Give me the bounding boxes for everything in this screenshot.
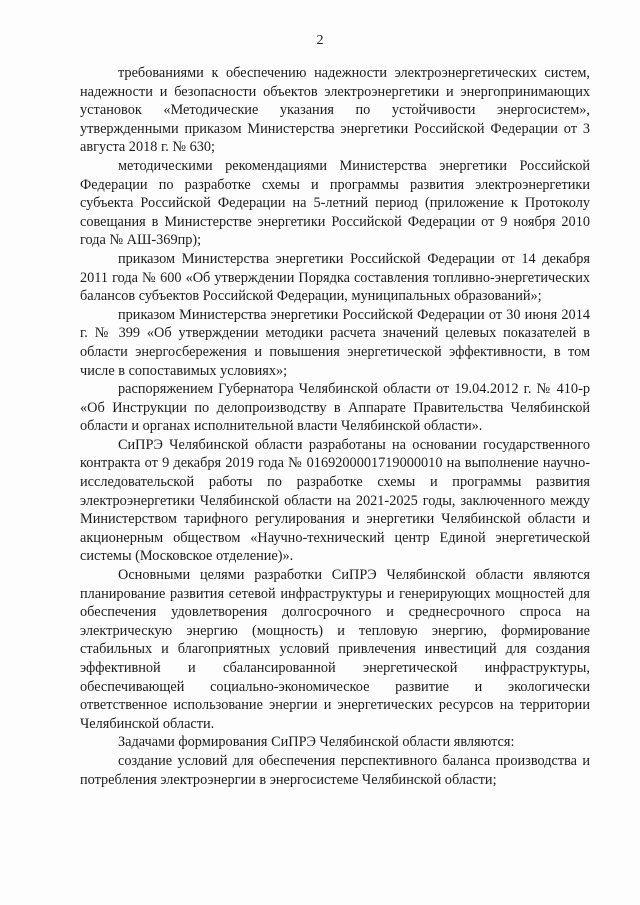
paragraph-energy-requirements: требованиями к обеспечению надежности электроэнергетических систем, надежности и безопасности объектов электроэнергетики и энергопринимающих установок «Методические указания по устойчивости энергосистем», утвержденными приказом Министерства энергетики Российской Федерации от 3 августа 2018 г. № 630; (80, 65, 590, 156)
paragraph-task-balance: создание условий для обеспечения перспективного баланса производства и потребления электроэнергии в энергосистеме Челябинской области; (80, 752, 590, 788)
paragraph-governor-order: распоряжением Губернатора Челябинской области от 19.04.2012 г. № 410-р «Об Инструкции по делопроизводству в Аппарате Правительства Челябинской области и органах исполнительной власти Челябинской области». (80, 381, 590, 435)
document-body (80, 64, 590, 789)
paragraph-state-contract: СиПРЭ Челябинской области разработаны на основании государственного контракта от 9 декабря 2019 года № 0169200001719000010 на выполнение научно-исследовательской работы по разработке схемы и программы развития электроэнергетики Челябинской области на 2021-2025 годы, заключенного между Министерством тарифного регулирования и энергетики Челябинской области и акционерным обществом «Научно-технический центр Единой энергетической системы (Московское отделение)». (80, 436, 590, 565)
paragraph-goals: Основными целями разработки СиПРЭ Челябинской области являются планирование развития сетевой инфраструктуры и генерирующих мощностей для обеспечения удовлетворения долгосрочного и среднесрочного спроса на электрическую энергию (мощность) и тепловую энергию, формирование стабильных и благоприятных условий привлечения инвестиций для создания эффективной и сбалансированной энергетической инфраструктуры, обеспечивающей социально-экономическое развитие и экологически ответственное использование энергии и энергетических ресурсов на территории Челябинской области. (80, 567, 590, 732)
paragraph-tasks-heading: Задачами формирования СиПРЭ Челябинской области являются: (118, 734, 515, 751)
paragraph-order-600: приказом Министерства энергетики Российской Федерации от 14 декабря 2011 года № 600 «Об утверждении Порядка составления топливно-энергетических балансов субъектов Российской Федерации, муниципальных образований»; (80, 250, 590, 305)
paragraph-order-399: приказом Министерства энергетики Российской Федерации от 30 июня 2014 г. № 399 «Об утверждении методики расчета значений целевых показателей в области энергосбережения и повышения энергетической эффективности, в том числе в сопоставимых условиях»; (80, 306, 590, 379)
paragraph-methodical-recommendations: методическими рекомендациями Министерства энергетики Российской Федерации по разработке схемы и программы развития электроэнергетики субъекта Российской Федерации на 5-летний период (приложение к Протоколу совещания в Министерстве энергетики Российской Федерации от 9 ноября 2010 года № АШ-369пр); (80, 157, 590, 249)
page-number: 2 (316, 33, 324, 48)
